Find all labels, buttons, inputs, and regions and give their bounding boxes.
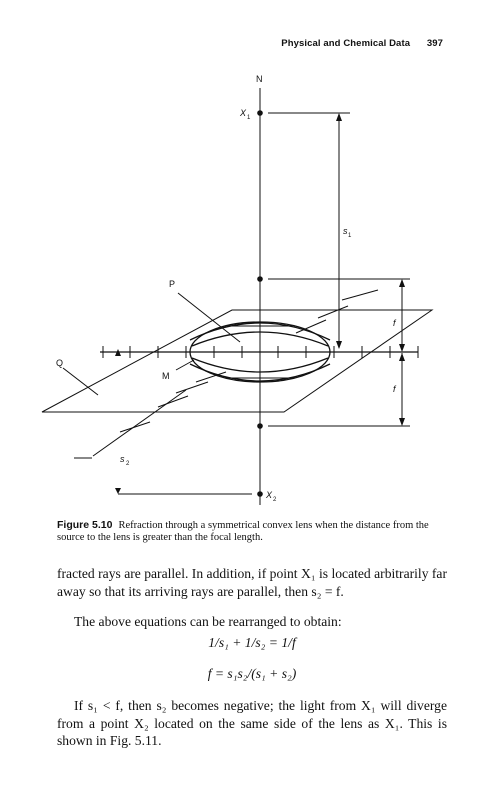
label-s2-sub: 2 [126, 461, 130, 467]
point-x1 [257, 110, 263, 116]
label-f-upper: f [393, 318, 396, 328]
label-X2: X [266, 490, 273, 500]
ray-P [178, 293, 240, 342]
header-title: Physical and Chemical Data [281, 38, 411, 49]
point-x2 [257, 491, 263, 497]
label-f-lower: f [393, 384, 396, 394]
label-s2: s [120, 454, 125, 464]
paragraph-3: If s₁ < f, then s₂ becomes negative; the light from X₁ will diverge from a point X₂ located on the same side of the lens as X₁. This is shown in Fig. 5.11. [57, 698, 447, 748]
running-header [281, 38, 443, 49]
label-N: N [256, 74, 263, 84]
label-X1-sub: 1 [247, 115, 251, 121]
label-Q: Q [56, 358, 64, 368]
label-M: M [162, 371, 170, 381]
paragraph-2: The above equations can be rearranged to obtain: [74, 614, 342, 629]
paragraph-1: fracted rays are parallel. In addition, if point X₁ is located arbitrarily far away so that its arriving rays are parallel, then s₂ = f. [57, 566, 447, 599]
equation-2: f = s₁s₂/(s₁ + s₂) [207, 666, 297, 681]
label-P: P [169, 279, 176, 289]
label-s1: s [343, 226, 348, 236]
oblique-ray [93, 390, 186, 456]
lower-focus-point [257, 423, 263, 429]
label-X2-sub: 2 [273, 497, 277, 503]
label-s1-sub: 1 [348, 233, 352, 239]
lens-refraction-figure [0, 60, 479, 515]
upper-focus-point [257, 276, 263, 282]
caption-text: Refraction through a symmetrical convex lens when the distance from the source to the lens is greater than the focal length. [57, 520, 429, 543]
page-number: 397 [426, 38, 443, 49]
equation-1: 1/s₁ + 1/s₂ = 1/f [208, 635, 296, 650]
figure-caption [57, 519, 447, 544]
caption-label: Figure 5.10 [57, 519, 113, 531]
label-X1: X [240, 108, 247, 118]
